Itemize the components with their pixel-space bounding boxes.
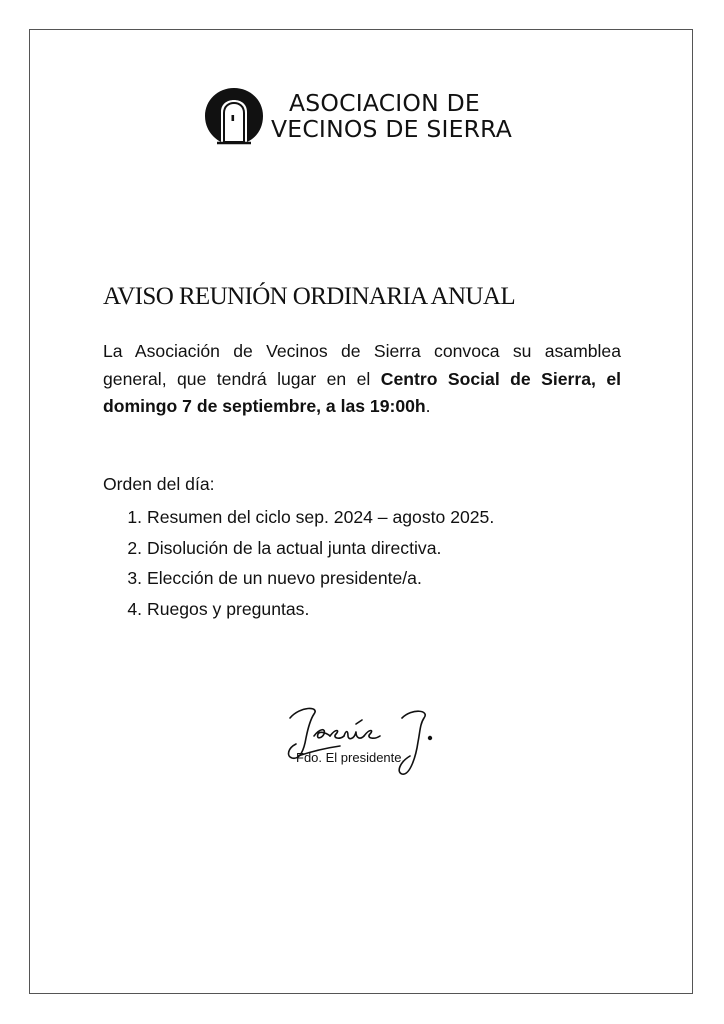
notice-title: AVISO REUNIÓN ORDINARIA ANUAL — [103, 283, 516, 310]
agenda-item-number: 1. — [127, 507, 142, 527]
agenda-item-text: Disolución de la actual junta directiva. — [147, 537, 442, 558]
agenda-item — [103, 565, 494, 596]
agenda-item-text: Resumen del ciclo sep. 2024 – agosto 2025. — [147, 507, 495, 527]
agenda-item — [103, 504, 494, 535]
tower-logo-icon — [203, 86, 265, 146]
agenda-item-number: 3. — [127, 568, 142, 588]
notice-intro: La Asociación de Vecinos de Sierra convoca su asamblea general, que tendrá lugar en el — [103, 341, 621, 389]
agenda-item-number: 2. — [127, 537, 142, 558]
agenda-list — [103, 504, 494, 626]
notice-location-date: Centro Social de Sierra, el domingo 7 de septiembre, a las 19:00h — [103, 368, 621, 416]
logo-line-1: ASOCIACION DE — [289, 89, 480, 117]
notice-end: . — [425, 396, 431, 416]
handwritten-signature — [280, 698, 440, 778]
logo-line-2: VECINOS DE SIERRA — [271, 115, 513, 143]
agenda-item-text: Elección de un nuevo presidente/a. — [147, 568, 422, 588]
notice-paragraph — [103, 338, 621, 421]
agenda-heading: Orden del día: — [103, 474, 215, 494]
logo-wordmark — [271, 90, 512, 142]
agenda-item-number: 4. — [127, 598, 142, 619]
signature-caption: Fdo. El presidente. — [296, 750, 406, 765]
agenda-item-text: Ruegos y preguntas. — [147, 598, 310, 619]
agenda-item — [103, 596, 494, 627]
association-logo — [203, 86, 533, 146]
agenda-item — [103, 535, 494, 566]
